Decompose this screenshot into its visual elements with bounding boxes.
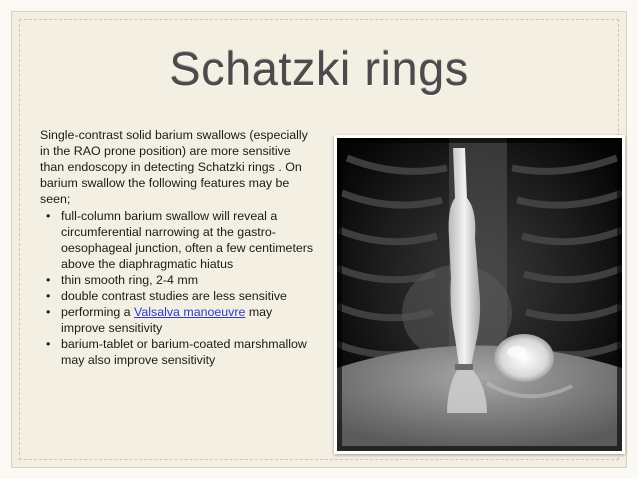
bullet-text-pre: performing a: [61, 305, 135, 319]
bullet-dot-icon: •: [46, 273, 51, 287]
stomach-barium: [494, 334, 554, 382]
bullet-text: double contrast studies are less sensitive: [61, 289, 287, 303]
list-item: [40, 208, 316, 272]
valsalva-link[interactable]: Valsalva manoeuvre: [134, 305, 246, 319]
bullet-text: thin smooth ring, 2-4 mm: [61, 273, 199, 287]
bullet-dot-icon: •: [46, 305, 51, 319]
list-item: [40, 272, 316, 288]
bullet-dot-icon: •: [46, 337, 51, 351]
schatzki-ring: [455, 364, 473, 370]
bullet-text: full-column barium swallow will reveal a circumferential narrowing at the gastro-oesophageal junction, often a few centimeters above the diaphragmatic hiatus: [61, 209, 314, 271]
bullet-text-post: may improve sensitivity: [61, 305, 273, 335]
xray-image: [334, 135, 625, 454]
body-text: [40, 127, 316, 368]
bullet-dot-icon: •: [46, 289, 51, 303]
xray-illustration: [337, 138, 622, 451]
slide-title: Schatzki rings: [169, 42, 469, 95]
list-item: [40, 304, 316, 336]
list-item: [40, 288, 316, 304]
intro-paragraph: Single-contrast solid barium swallows (especially in the RAO prone position) are more sensitive than endoscopy in detecting Schatzki rings . On barium swallow the following features may be seen;: [40, 128, 308, 206]
stomach-highlight: [507, 346, 527, 358]
bullet-dot-icon: •: [46, 209, 51, 223]
list-item: [40, 336, 316, 368]
bullet-text: barium-tablet or barium-coated marshmallow may also improve sensitivity: [61, 337, 307, 367]
bullet-list: [40, 208, 316, 368]
